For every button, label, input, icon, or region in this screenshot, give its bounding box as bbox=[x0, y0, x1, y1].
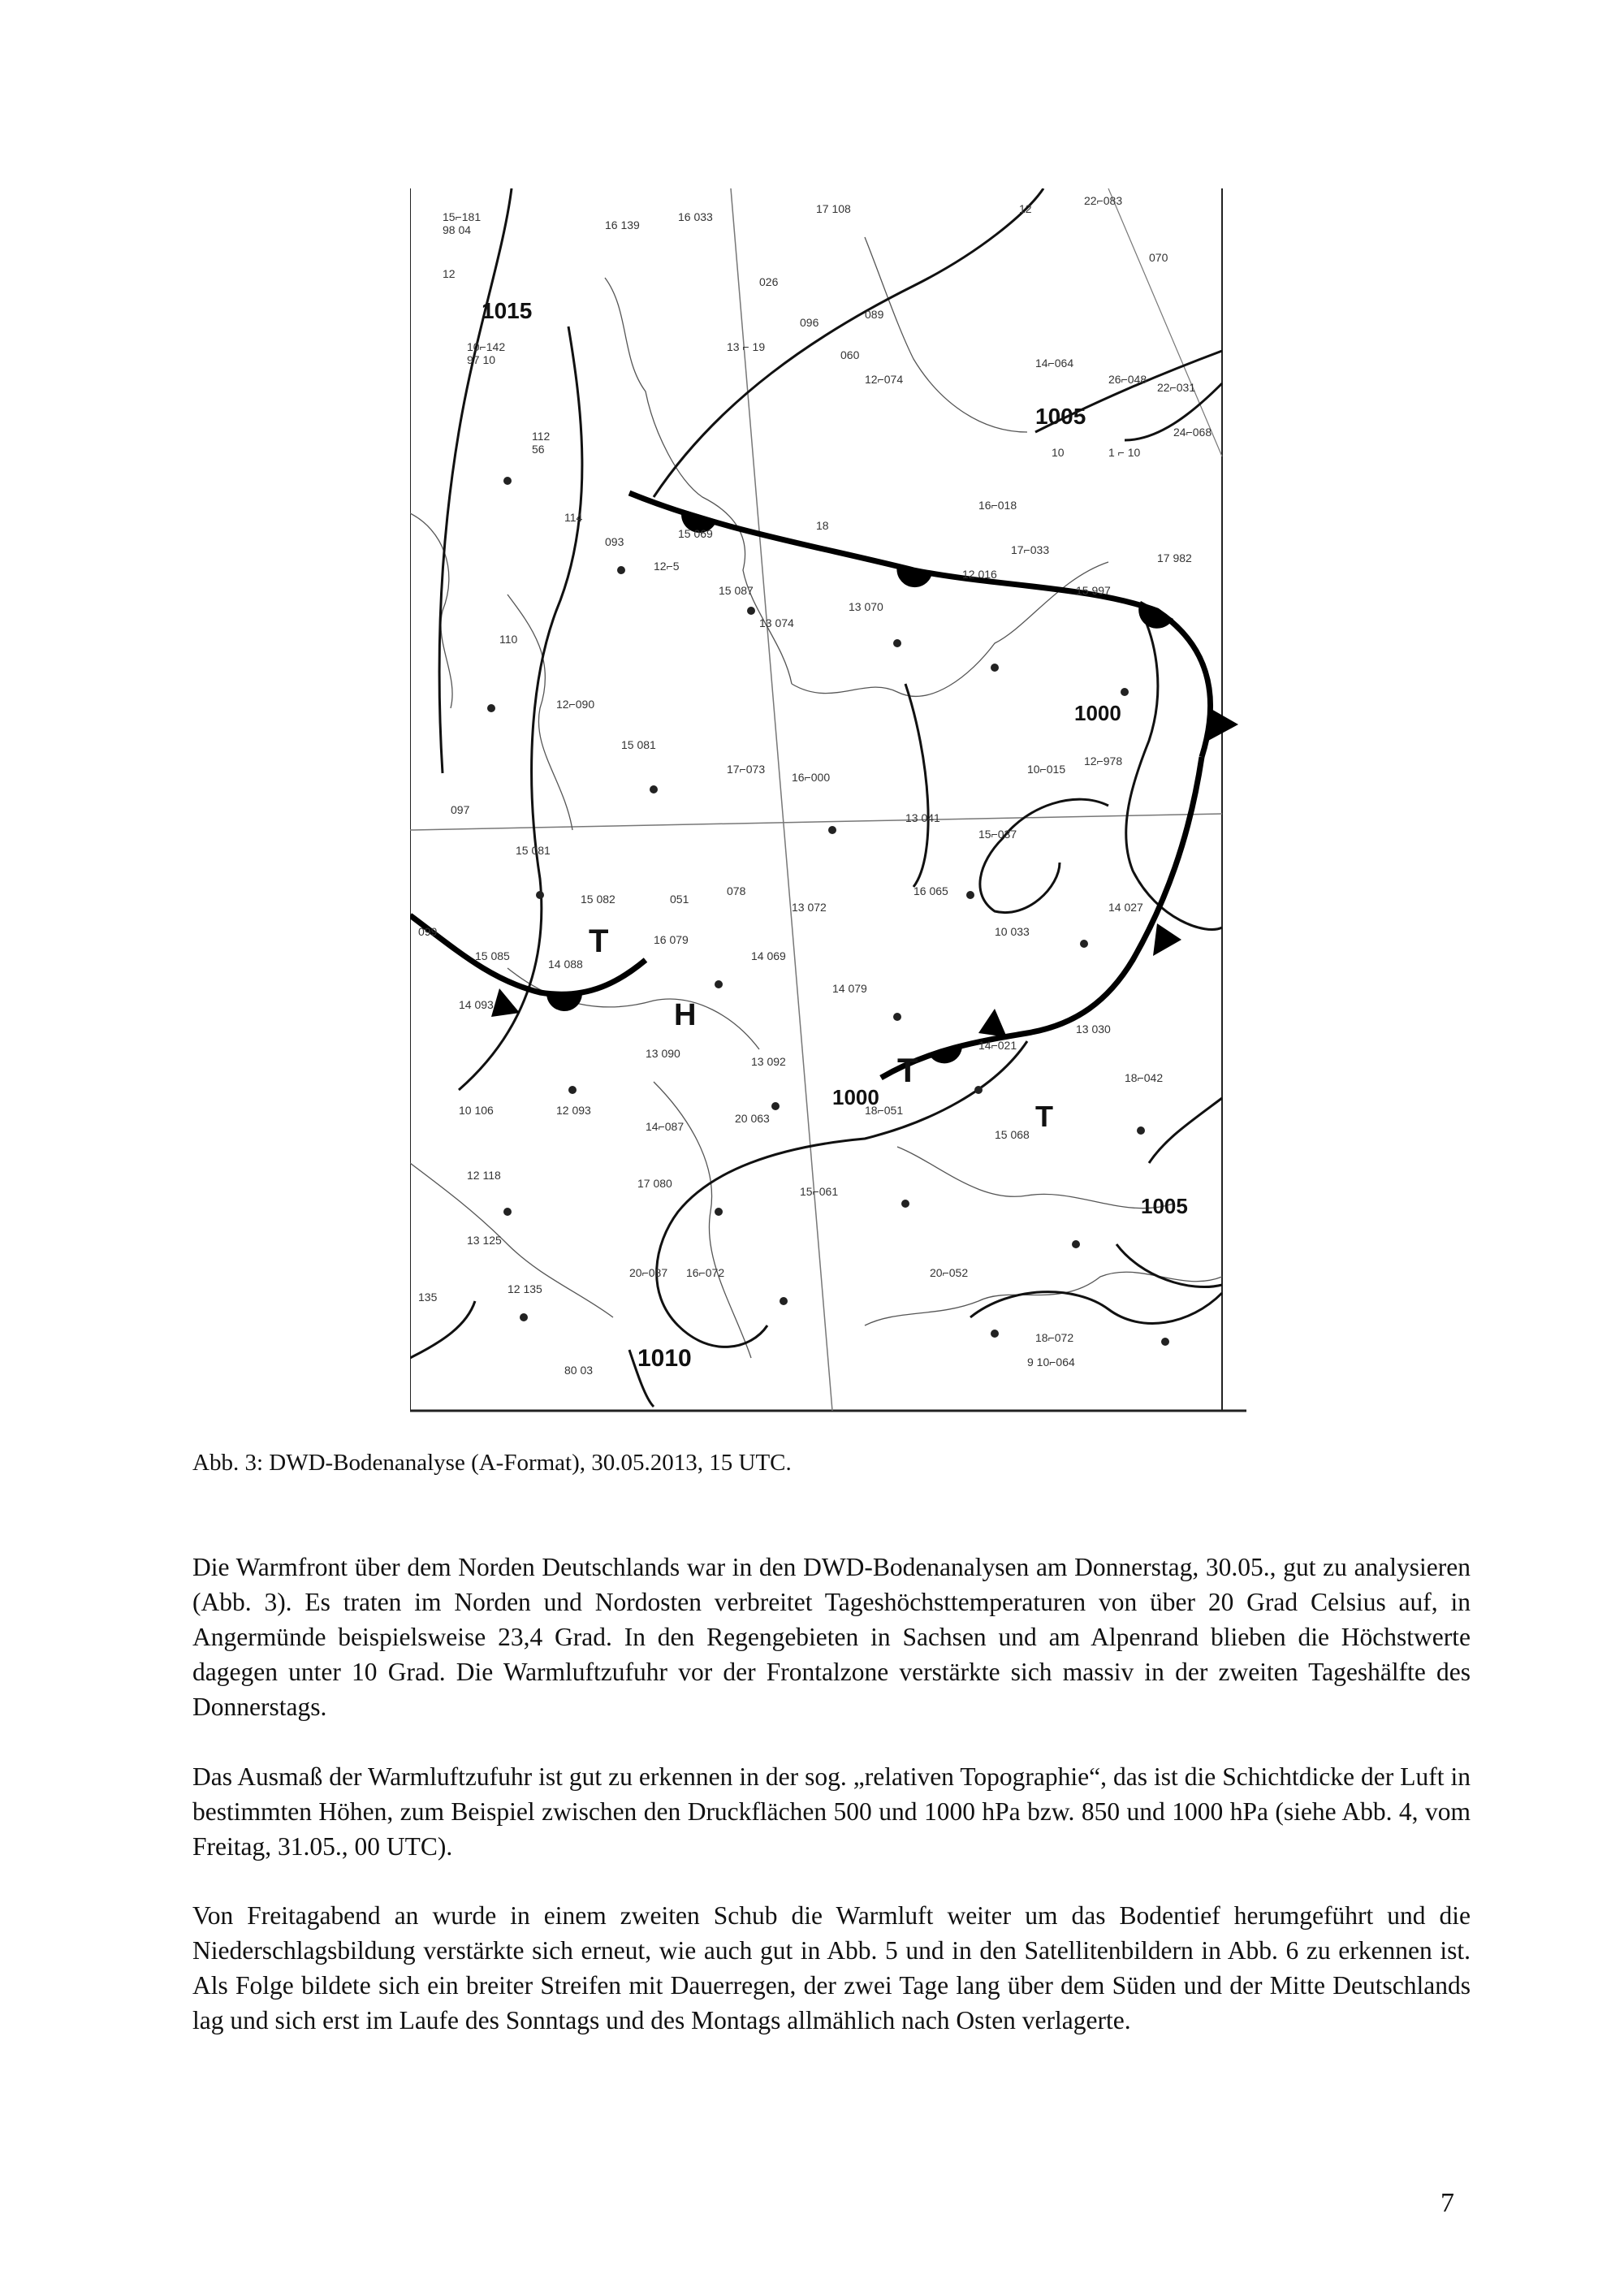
svg-text:12 093: 12 093 bbox=[556, 1104, 591, 1117]
isobar-sw bbox=[410, 1301, 475, 1358]
svg-text:18⌐051: 18⌐051 bbox=[865, 1104, 904, 1117]
svg-text:26⌐048: 26⌐048 bbox=[1108, 373, 1147, 386]
svg-text:070: 070 bbox=[1149, 251, 1168, 264]
svg-text:12 135: 12 135 bbox=[508, 1282, 542, 1295]
isobar-label: 1005 bbox=[1141, 1194, 1188, 1218]
isobar-label: 1015 bbox=[482, 298, 533, 323]
svg-text:9 10⌐064: 9 10⌐064 bbox=[1027, 1356, 1075, 1369]
svg-text:099: 099 bbox=[418, 925, 438, 938]
svg-text:14⌐087: 14⌐087 bbox=[646, 1120, 685, 1133]
svg-text:12: 12 bbox=[443, 267, 456, 280]
svg-text:096: 096 bbox=[800, 316, 819, 329]
svg-text:026: 026 bbox=[759, 275, 779, 288]
svg-text:14⌐064: 14⌐064 bbox=[1035, 357, 1074, 370]
svg-text:15⌐037: 15⌐037 bbox=[978, 828, 1017, 841]
cold-front-triangle bbox=[1208, 708, 1238, 741]
warm-front-semicircle bbox=[1138, 601, 1173, 629]
svg-text:15 082: 15 082 bbox=[581, 893, 615, 906]
svg-text:14 088: 14 088 bbox=[548, 958, 583, 971]
svg-text:24⌐068: 24⌐068 bbox=[1173, 426, 1212, 439]
station-dots bbox=[487, 477, 1169, 1346]
cold-front-triangle bbox=[978, 1009, 1007, 1037]
low-pressure-marker: T bbox=[897, 1051, 918, 1089]
warm-front-semicircle bbox=[546, 992, 582, 1011]
body-paragraph: Das Ausmaß der Warmluftzufuhr ist gut zu erkennen in der sog. „relativen Topographie“, das ist die Schichtdicke der Luft in bestimmten Höhen, zum Beispiel zwischen den Druckflächen 500 und 1000 hPa bzw. 850 und 1000 hPa (siehe Abb. 4, vom Freitag, 31.05., 00 UTC). bbox=[192, 1762, 1471, 1861]
svg-text:16 065: 16 065 bbox=[914, 884, 948, 897]
svg-text:13 030: 13 030 bbox=[1076, 1023, 1111, 1036]
svg-text:097: 097 bbox=[451, 803, 470, 816]
svg-text:12 118: 12 118 bbox=[467, 1169, 501, 1182]
cold-front-triangle bbox=[491, 988, 520, 1017]
svg-text:22⌐083: 22⌐083 bbox=[1084, 194, 1123, 207]
svg-text:14 079: 14 079 bbox=[832, 982, 867, 995]
svg-text:20⌐087: 20⌐087 bbox=[629, 1266, 668, 1279]
svg-text:16⌐000: 16⌐000 bbox=[792, 771, 831, 784]
fronts bbox=[410, 493, 1211, 1078]
svg-text:10⌐015: 10⌐015 bbox=[1027, 763, 1066, 776]
svg-text:15 069: 15 069 bbox=[678, 527, 713, 540]
svg-text:17 982: 17 982 bbox=[1157, 551, 1192, 564]
svg-text:112: 112 bbox=[532, 430, 551, 443]
svg-text:14 069: 14 069 bbox=[751, 949, 786, 962]
map-meridian-line-east bbox=[1108, 188, 1222, 456]
svg-text:110: 110 bbox=[499, 633, 518, 646]
svg-text:13 074: 13 074 bbox=[759, 616, 794, 629]
svg-text:14⌐021: 14⌐021 bbox=[978, 1039, 1017, 1052]
svg-text:135: 135 bbox=[418, 1291, 438, 1304]
svg-text:20⌐052: 20⌐052 bbox=[930, 1266, 969, 1279]
high-pressure-marker: H bbox=[674, 998, 697, 1032]
isobar-1000-east bbox=[1126, 611, 1222, 929]
svg-text:13 090: 13 090 bbox=[646, 1047, 680, 1060]
map-meridian-line bbox=[731, 188, 832, 1411]
svg-text:16⌐072: 16⌐072 bbox=[686, 1266, 725, 1279]
svg-text:97 10: 97 10 bbox=[467, 353, 496, 366]
svg-text:13 041: 13 041 bbox=[905, 811, 940, 824]
svg-text:17⌐033: 17⌐033 bbox=[1011, 543, 1050, 556]
isobar-se bbox=[1149, 1098, 1222, 1163]
isobars bbox=[410, 188, 1222, 1407]
svg-text:15 087: 15 087 bbox=[719, 584, 754, 597]
svg-text:12⌐090: 12⌐090 bbox=[556, 698, 595, 711]
svg-text:15 997: 15 997 bbox=[1076, 584, 1111, 597]
svg-text:13 072: 13 072 bbox=[792, 901, 827, 914]
svg-text:80 03: 80 03 bbox=[564, 1364, 594, 1377]
isobar-label: 1005 bbox=[1035, 404, 1086, 429]
svg-text:12⌐5: 12⌐5 bbox=[654, 560, 680, 573]
svg-text:10: 10 bbox=[1052, 446, 1065, 459]
svg-text:15 081: 15 081 bbox=[516, 844, 551, 857]
svg-text:17 108: 17 108 bbox=[816, 202, 851, 215]
svg-text:17 080: 17 080 bbox=[637, 1177, 672, 1190]
svg-text:18: 18 bbox=[816, 519, 829, 532]
svg-text:16 079: 16 079 bbox=[654, 933, 689, 946]
isobar-label: 1010 bbox=[637, 1345, 692, 1372]
isobar-label: 1000 bbox=[1074, 701, 1121, 725]
body-paragraph: Die Warmfront über dem Norden Deutschlands war in den DWD-Bodenanalysen am Donnerstag, 30.05., gut zu analysieren (Abb. 3). Es traten im Norden und Nordosten verbreitet Tageshöchsttemperaturen von über 20 Grad Celsius auf, in Angermünde beispielsweise 23,4 Grad. In den Regengebieten in Sachsen und am Alpenrand blieben die Höchstwerte dagegen unter 10 Grad. Die Warmluftzufuhr vor der Frontalzone verstärkte sich massiv in der zweiten Tageshälfte des Donnerstags. bbox=[192, 1553, 1471, 1721]
svg-text:15 085: 15 085 bbox=[475, 949, 510, 962]
svg-text:114: 114 bbox=[564, 511, 583, 524]
svg-text:1 ⌐ 10: 1 ⌐ 10 bbox=[1108, 446, 1141, 459]
body-paragraph: Von Freitagabend an wurde in einem zweiten Schub die Warmluft weiter um das Bodentief herumgeführt und die Niederschlagsbildung verstärkte sich erneut, wie auch gut in Abb. 5 und in den Satellitenbildern in Abb. 6 zu erkennen ist. Als Folge bildete sich ein breiter Streifen mit Dauerregen, der zwei Tage lang über dem Süden und der Mitte Deutschlands lag und sich erst im Laufe des Sonntags und des Montags allmählich nach Osten verlagerte. bbox=[192, 1901, 1471, 2034]
svg-text:14 093: 14 093 bbox=[459, 998, 494, 1011]
svg-text:12⌐978: 12⌐978 bbox=[1084, 755, 1123, 767]
svg-text:089: 089 bbox=[865, 308, 884, 321]
isobar-label: 1000 bbox=[832, 1085, 879, 1109]
svg-text:13 092: 13 092 bbox=[751, 1055, 786, 1068]
svg-text:17⌐073: 17⌐073 bbox=[727, 763, 766, 776]
svg-text:15 068: 15 068 bbox=[995, 1128, 1030, 1141]
svg-text:22⌐031: 22⌐031 bbox=[1157, 381, 1196, 394]
svg-text:15⌐061: 15⌐061 bbox=[800, 1185, 839, 1198]
svg-text:14 027: 14 027 bbox=[1108, 901, 1143, 914]
svg-text:12: 12 bbox=[1019, 202, 1032, 215]
svg-text:12 016: 12 016 bbox=[962, 568, 997, 581]
svg-text:10 106: 10 106 bbox=[459, 1104, 494, 1117]
svg-text:060: 060 bbox=[840, 348, 860, 361]
svg-text:16⌐018: 16⌐018 bbox=[978, 499, 1017, 512]
isobar-1005-south bbox=[970, 1292, 1222, 1324]
low-pressure-marker: T bbox=[1035, 1100, 1053, 1133]
svg-text:18⌐042: 18⌐042 bbox=[1125, 1071, 1164, 1084]
svg-text:078: 078 bbox=[727, 884, 746, 897]
svg-text:15 081: 15 081 bbox=[621, 738, 656, 751]
isobar-1000-inner bbox=[905, 684, 928, 887]
surface-analysis-map bbox=[410, 188, 1250, 1423]
svg-text:16 033: 16 033 bbox=[678, 210, 713, 223]
svg-text:051: 051 bbox=[670, 893, 689, 906]
svg-text:15⌐181: 15⌐181 bbox=[443, 210, 482, 223]
svg-text:13 125: 13 125 bbox=[467, 1234, 502, 1247]
warm-front-north bbox=[629, 493, 1211, 757]
svg-text:13 070: 13 070 bbox=[849, 600, 883, 613]
svg-text:98 04: 98 04 bbox=[443, 223, 472, 236]
cold-front-triangle bbox=[1153, 923, 1181, 956]
figure-caption: Abb. 3: DWD-Bodenanalyse (A-Format), 30.05.2013, 15 UTC. bbox=[192, 1450, 792, 1476]
page-number: 7 bbox=[1440, 2188, 1454, 2218]
svg-text:16 139: 16 139 bbox=[605, 218, 640, 231]
svg-text:12⌐074: 12⌐074 bbox=[865, 373, 904, 386]
svg-text:20 063: 20 063 bbox=[735, 1112, 770, 1125]
isobar-north bbox=[654, 188, 1043, 497]
svg-text:13 ⌐ 19: 13 ⌐ 19 bbox=[727, 340, 766, 353]
svg-text:18⌐072: 18⌐072 bbox=[1035, 1331, 1074, 1344]
svg-text:093: 093 bbox=[605, 535, 624, 548]
svg-text:10⌐142: 10⌐142 bbox=[467, 340, 506, 353]
svg-text:56: 56 bbox=[532, 443, 545, 456]
weather-map-figure bbox=[410, 188, 1250, 1423]
svg-text:10 033: 10 033 bbox=[995, 925, 1030, 938]
low-pressure-marker: T bbox=[589, 923, 609, 959]
